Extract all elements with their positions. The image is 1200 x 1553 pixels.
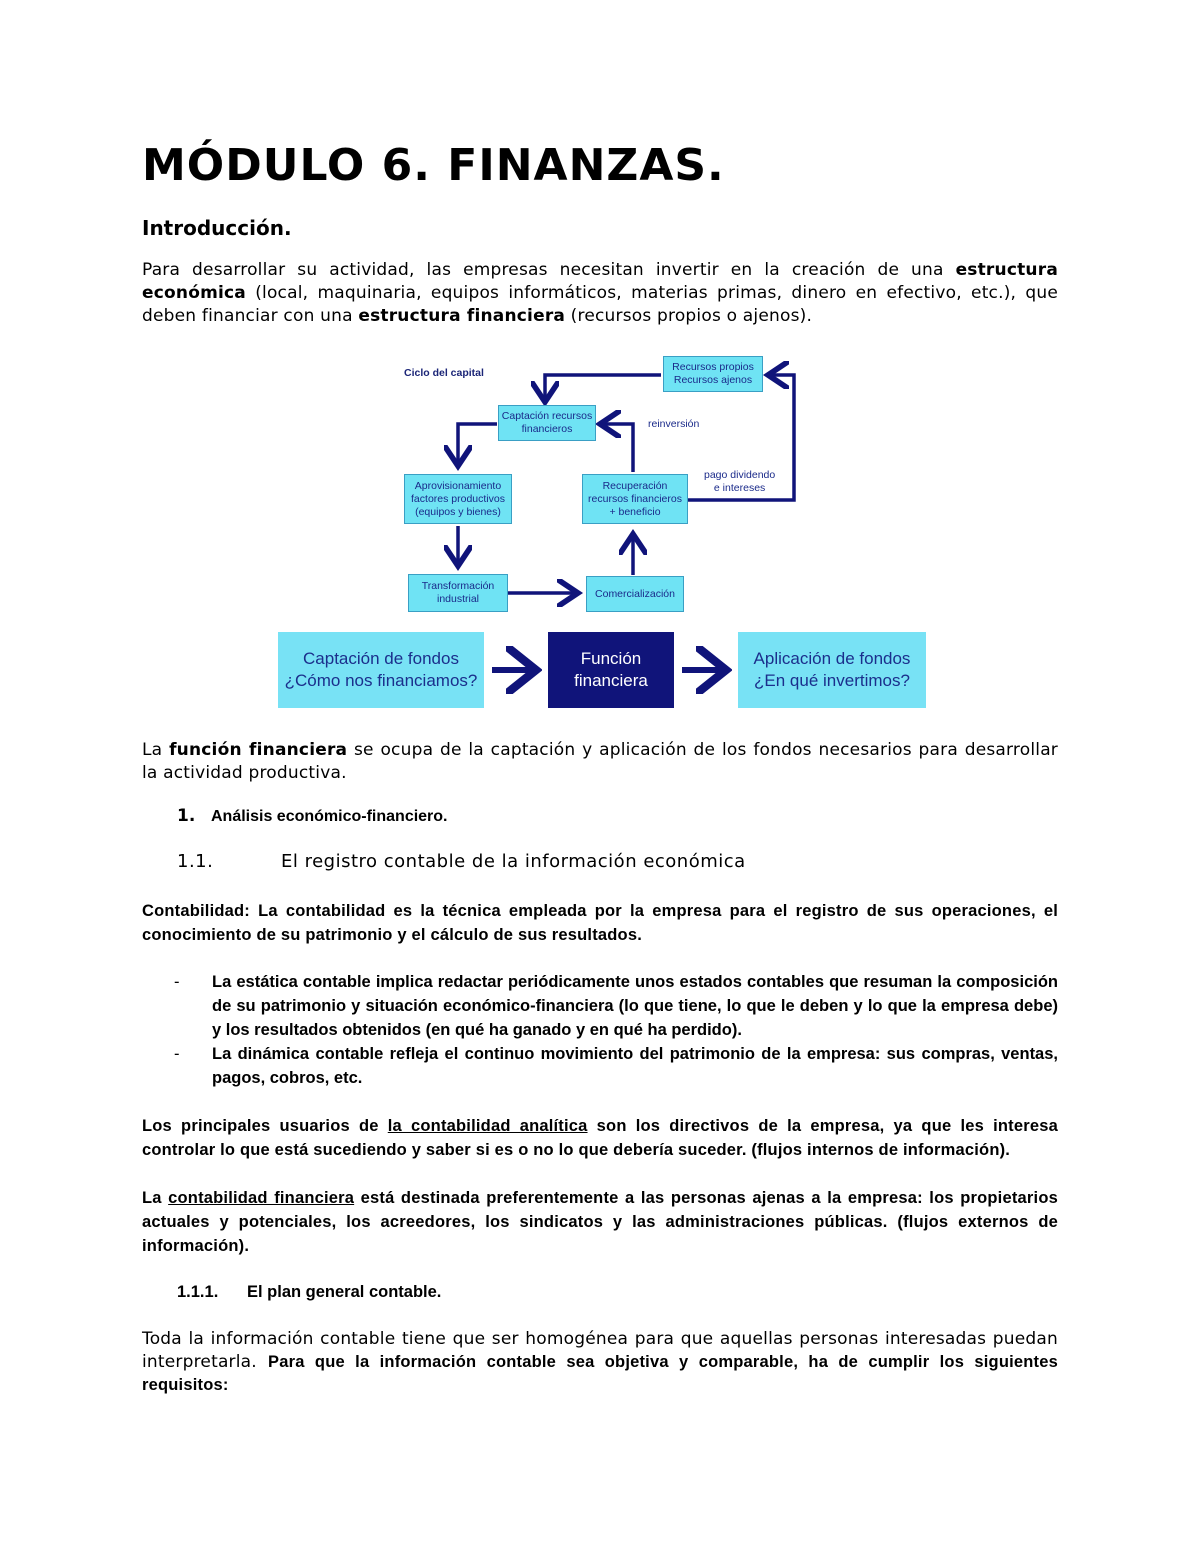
box-aprovisionamiento [404, 474, 512, 524]
intro-bold-1: estructura económica [142, 260, 1058, 303]
funcion-line-1: Función [580, 649, 642, 668]
comercializacion-label: Comercialización [595, 587, 675, 600]
aplic-line-2: ¿En qué invertimos? [754, 671, 910, 690]
contabilidad-text: La contabilidad es la técnica empleada por la empresa para el registro de sus operaciones, el conocimiento de su patrimonio y el cálculo de sus resultados. [142, 902, 1058, 944]
box-recursos [663, 356, 763, 392]
intro-text-1: Para desarrollar su actividad, las empresas necesitan invertir en la creación de una [142, 260, 956, 280]
box-recuperacion [582, 474, 688, 524]
funcion-line-2: financiera [574, 671, 648, 690]
financiera-text-1: La [142, 1189, 169, 1207]
analitica-paragraph [142, 1114, 1058, 1162]
analitica-text-2: son los directivos de la empresa, ya que les interesa controlar lo que está sucediendo y saber si es o no lo que debería suceder. (flujos internos de información). [142, 1117, 1058, 1159]
section-1-heading [177, 806, 448, 826]
homogenea-bold: Para que la información contable sea objetiva y comparable, ha de cumplir los siguientes requisitos: [142, 1353, 1058, 1394]
fondos-line-1: Captación de fondos [303, 649, 459, 668]
reinversion-label: reinversión [648, 418, 700, 430]
homogenea-paragraph [142, 1328, 1058, 1397]
arrow-captacion-to-aprov [458, 424, 497, 466]
box-aplicacion-fondos [738, 632, 926, 708]
pago-line-2: e intereses [713, 482, 766, 494]
section-1-1-1-title: El plan general contable. [247, 1283, 442, 1301]
analitica-underlined: la contabilidad analítica [387, 1117, 588, 1135]
section-1-title: Análisis económico-financiero. [211, 808, 448, 825]
recup-line-2: recursos financieros [588, 492, 682, 505]
recursos-line-2: Recursos ajenos [673, 374, 753, 386]
financiera-underlined: contabilidad financiera [168, 1189, 355, 1207]
recup-line-3: + beneficio [609, 505, 661, 518]
section-1-1-heading [177, 851, 746, 872]
intro-bold-2: estructura financiera [358, 306, 566, 326]
bullet-dash: - [174, 973, 180, 991]
contabilidad-bullets [142, 970, 1058, 1090]
financiera-text-2: está destinada preferentemente a las personas ajenas a la empresa: los propietarios actuales y potenciales, los acreedores, los sindicatos y las administraciones públicas. (flujos externos de información). [142, 1189, 1058, 1255]
section-1-1-1-heading [177, 1283, 441, 1302]
pago-label [704, 469, 775, 495]
section-1-1-title: El registro contable de la información económica [281, 851, 746, 872]
intro-heading: Introducción. [142, 216, 292, 240]
aprov-line-3: (equipos y bienes) [415, 505, 501, 518]
captacion-line-2: financieros [521, 423, 573, 435]
box-captacion-recursos [498, 405, 596, 441]
section-1-1-1-number: 1.1.1. [177, 1283, 219, 1301]
box-comercializacion [586, 576, 684, 612]
transf-line-2: industrial [436, 593, 480, 605]
arrow-recup-to-captacion [600, 424, 633, 472]
aprov-line-1: Aprovisionamiento [414, 479, 502, 492]
captacion-line-1: Captación recursos [501, 410, 593, 422]
capital-cycle-diagram [278, 348, 928, 710]
intro-paragraph [142, 259, 1058, 328]
bullet-text: La dinámica contable refleja el continuo movimiento del patrimonio de la empresa: sus compras, ventas, pagos, cobros, etc. [212, 1045, 1058, 1087]
fondos-line-2: ¿Cómo nos financiamos? [284, 671, 478, 690]
contabilidad-paragraph [142, 899, 1058, 947]
intro-text-3: (recursos propios o ajenos). [565, 306, 813, 326]
section-1-number: 1. [177, 806, 196, 826]
aplic-line-1: Aplicación de fondos [753, 649, 911, 668]
page-title: MÓDULO 6. FINANZAS. [142, 140, 725, 191]
analitica-text-1: Los principales usuarios de [142, 1117, 388, 1135]
homogenea-text: Toda la información contable tiene que ser homogénea para que aquellas personas interesadas puedan interpretarla. [142, 1329, 1058, 1372]
arrow-recursos-to-captacion [545, 375, 661, 402]
diagram-title: Ciclo del capital [404, 367, 484, 379]
funcion-text-1: La [142, 740, 170, 760]
pago-line-1: pago dividendo [704, 469, 776, 481]
aprov-line-2: factores productivos [411, 492, 505, 505]
recup-line-1: Recuperación [602, 479, 668, 492]
section-1-1-number: 1.1. [177, 851, 214, 872]
intro-text-2: (local, maquinaria, equipos informáticos, materias primas, dinero en efectivo, etc.), que deben financiar con una [142, 283, 1058, 326]
funcion-text-2: se ocupa de la captación y aplicación de los fondos necesarios para desarrollar la actividad productiva. [142, 740, 1058, 783]
recursos-line-1: Recursos propios [672, 361, 754, 373]
box-captacion-fondos [278, 632, 484, 708]
funcion-paragraph [142, 739, 1058, 785]
financiera-paragraph [142, 1186, 1058, 1258]
contabilidad-label: Contabilidad: [142, 902, 251, 920]
list-item [142, 970, 1058, 1042]
box-transformacion [408, 574, 508, 612]
transf-line-1: Transformación [421, 580, 495, 592]
funcion-bold: función financiera [169, 740, 348, 760]
box-funcion-financiera [548, 632, 674, 708]
bullet-text: La estática contable implica redactar periódicamente unos estados contables que resuman la composición de su patrimonio y situación económico-financiera (lo que tiene, lo que le deben y lo que la empresa debe) y los resultados obtenidos (en qué ha ganado y en qué ha perdido). [212, 973, 1058, 1039]
bullet-dash: - [174, 1045, 180, 1063]
list-item [142, 1042, 1058, 1090]
